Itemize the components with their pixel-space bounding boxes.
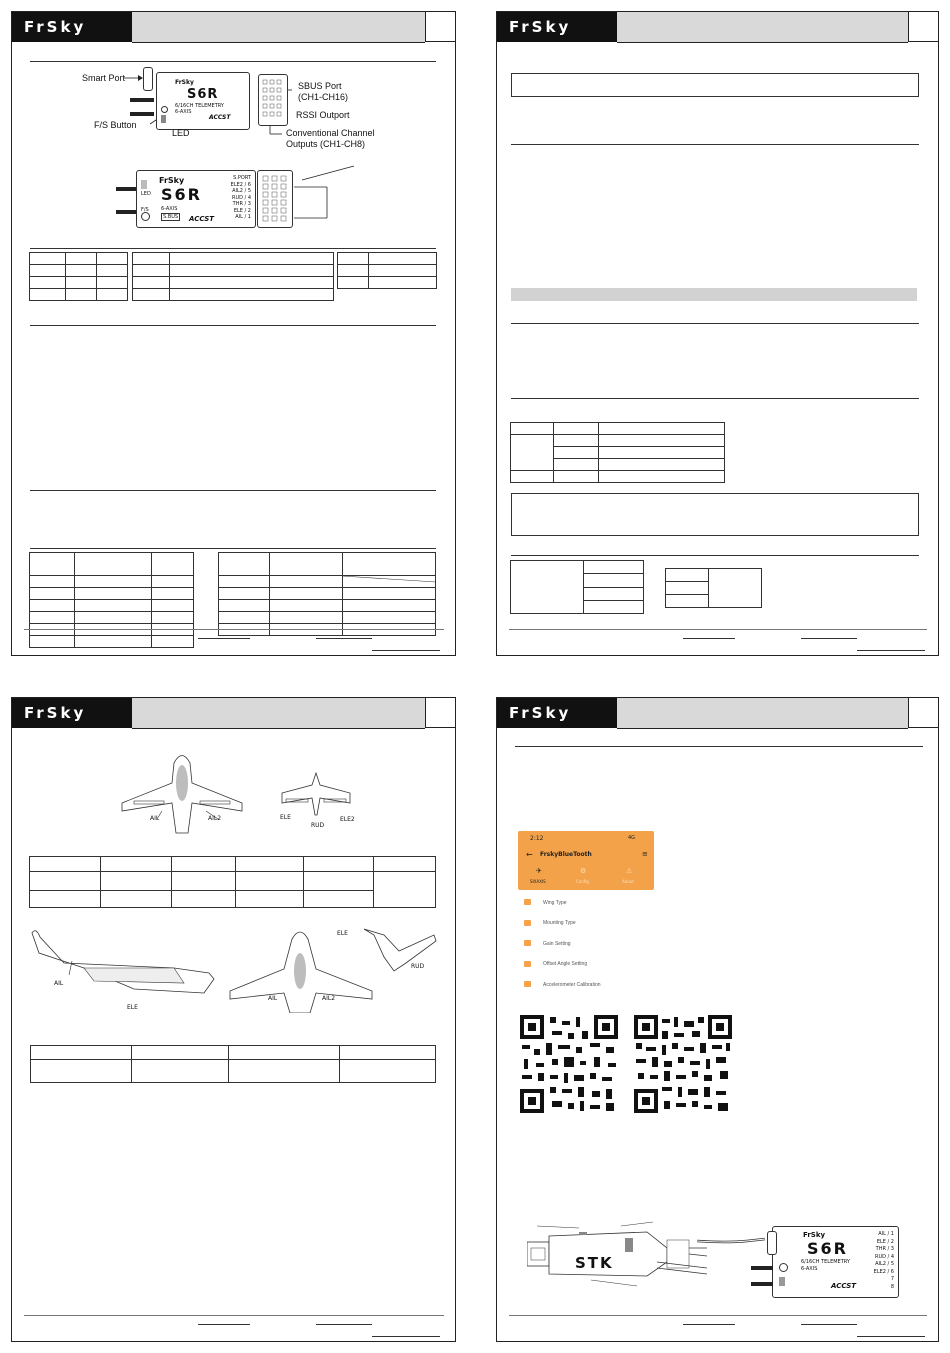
fig1-label: ELE2: [340, 816, 355, 823]
fs-mark: F/S: [141, 207, 149, 213]
menu-item-offset-angle[interactable]: Offset Angle Setting: [543, 961, 588, 967]
wing-type-table-2: [30, 1045, 436, 1083]
status-time: 2:12: [530, 835, 544, 842]
mode-table-left: [29, 552, 194, 648]
section-rule: [511, 323, 919, 324]
wing-type-icon: [524, 899, 531, 905]
spec-table-3: [337, 252, 437, 289]
rx-axis: 6-AXIS: [175, 109, 192, 115]
frsky-logo: FrSky: [497, 698, 617, 728]
pin-grid: [259, 75, 287, 125]
port-label: ELE / 2: [876, 1238, 894, 1245]
antenna-wire: [130, 112, 154, 116]
notice-box: [511, 73, 919, 97]
smart-port-connector: [143, 67, 153, 91]
rx-sub: 6/16CH TELEMETRY: [801, 1259, 850, 1265]
page-3: [11, 697, 456, 1342]
page-header: [12, 698, 455, 728]
page-1: [11, 11, 456, 656]
rx-axis: 6-AXIS: [801, 1266, 818, 1272]
footer-line: [857, 1336, 925, 1337]
port-label: AIL / 1: [235, 214, 251, 220]
port-label: THR / 3: [875, 1246, 894, 1252]
option-table: [665, 568, 762, 608]
fs-button: [779, 1263, 788, 1272]
rssi-outport-label: RSSI Outport: [296, 110, 350, 120]
fig2-label: RUD: [411, 963, 425, 970]
warning-icon[interactable]: ⚠: [626, 867, 633, 875]
section-rule: [511, 144, 919, 145]
fs-button-label: F/S Button: [94, 120, 137, 130]
rx-accst: ACCST: [831, 1282, 857, 1290]
back-arrow-icon[interactable]: ←: [526, 850, 533, 859]
page-4: [496, 697, 939, 1342]
bracket-lines: [282, 162, 362, 222]
plane-icon[interactable]: ✈: [536, 867, 542, 875]
footer-line: [198, 638, 250, 639]
footer-line: [801, 638, 857, 639]
led-label: LED: [172, 128, 190, 138]
fig2-label: AIL: [268, 995, 278, 1002]
fig2-label: AIL2: [322, 995, 336, 1002]
fig1-label: RUD: [311, 822, 325, 829]
menu-item-gain-setting[interactable]: Gain Setting: [543, 941, 571, 947]
antenna-wire: [116, 210, 136, 214]
section-rule: [30, 325, 436, 326]
led-status-table: [510, 422, 725, 483]
header-title-bar: [617, 698, 908, 729]
rx-model: S6R: [187, 87, 219, 102]
table-diagonal-marks: [342, 572, 436, 612]
footer-rule: [509, 629, 927, 630]
stk-label: STK: [575, 1254, 614, 1272]
tab-config[interactable]: Config: [576, 879, 589, 884]
fs-button-dot: [161, 106, 168, 113]
menu-item-wing-type[interactable]: Wing Type: [543, 900, 567, 906]
menu-item-accelerometer[interactable]: Accelerometer Calibration: [543, 982, 601, 988]
frsky-logo: FrSky: [12, 698, 132, 728]
header-title-bar: [617, 12, 908, 43]
fs-button: [141, 212, 150, 221]
sbus-badge: S.BUS: [163, 214, 179, 220]
port-label-list: [874, 1231, 894, 1291]
led-mark: LED: [141, 191, 151, 197]
spec-table-2: [132, 252, 334, 301]
page-number-box: [908, 698, 938, 728]
port-label: RUD / 4: [231, 194, 251, 201]
port-label: ELE2 / 6: [230, 181, 251, 188]
fig1-label: AIL2: [208, 815, 222, 822]
frsky-logo: FrSky: [497, 12, 617, 42]
port-label: S.PORT: [233, 175, 251, 181]
rx-axis: 6-AXIS: [161, 206, 178, 212]
rx-logo: FrSky: [175, 79, 194, 86]
led-block: [161, 115, 166, 123]
antenna-wire: [751, 1282, 773, 1286]
stk-cable-figure: [527, 1218, 707, 1288]
tab-about[interactable]: About: [622, 879, 634, 884]
qr-code-android[interactable]: [518, 1013, 620, 1115]
flying-wing-figure: [112, 743, 372, 838]
sbus-pin-block: [258, 74, 288, 126]
wing-type-table-1: [29, 856, 436, 908]
led-block: [779, 1277, 785, 1286]
rx-sub: 6/16CH TELEMETRY: [175, 103, 224, 109]
spec-table-1: [29, 252, 128, 301]
conv-outputs-label: Conventional Channel: [286, 128, 375, 138]
receiver-body: [772, 1226, 899, 1298]
port-label-list: [231, 175, 251, 221]
smart-port-label: Smart Port: [82, 73, 126, 83]
footer-line: [683, 1324, 735, 1325]
page-header: [497, 12, 938, 42]
sbus-range-label: (CH1-CH16): [298, 92, 349, 102]
fig2-label: ELE: [127, 1004, 138, 1011]
section-rule: [511, 555, 919, 556]
section-rule: [30, 248, 436, 249]
gear-icon[interactable]: ⚙: [580, 867, 587, 875]
rx-accst: ACCST: [209, 114, 231, 121]
gain-setting-icon: [524, 940, 531, 946]
footer-line: [198, 1324, 250, 1325]
page-header: [497, 698, 938, 728]
conv-range-label: Outputs (CH1-CH8): [286, 139, 366, 149]
accelerometer-icon: [524, 981, 531, 987]
offset-angle-icon: [524, 961, 531, 967]
footer-line: [857, 650, 925, 651]
led-block: [141, 180, 147, 189]
port-label: THR / 3: [232, 201, 251, 207]
rx-logo: FrSky: [159, 176, 185, 185]
antenna-wire: [751, 1266, 773, 1270]
footer-rule: [24, 1315, 444, 1316]
smart-port-connector: [767, 1231, 777, 1255]
rx-logo: FrSky: [803, 1231, 826, 1239]
page-2: [496, 11, 939, 656]
mounting-type-icon: [524, 920, 531, 926]
footer-line: [316, 1324, 372, 1325]
antenna-wire: [130, 98, 154, 102]
receiver-body: [156, 72, 250, 130]
frsky-logo: FrSky: [12, 12, 132, 42]
port-label: 8: [890, 1283, 894, 1290]
port-label: AIL2 / 5: [232, 188, 251, 194]
port-label: ELE / 2: [233, 207, 251, 214]
fig2-label: ELE: [337, 930, 348, 937]
port-label: AIL2 / 5: [875, 1261, 894, 1267]
qr-code-ios[interactable]: [632, 1013, 734, 1115]
section-rule: [515, 746, 923, 747]
footer-rule: [24, 629, 444, 630]
grey-banner: [511, 288, 917, 301]
port-label: 7: [890, 1276, 894, 1282]
page-number-box: [425, 698, 455, 728]
footer-line: [372, 650, 440, 651]
setting-table: [510, 560, 644, 614]
app-header: [518, 831, 654, 890]
footer-line: [683, 638, 735, 639]
footer-line: [316, 638, 372, 639]
section-rule: [30, 548, 436, 549]
port-label: ELE2 / 6: [873, 1268, 894, 1275]
section-rule: [30, 490, 436, 491]
header-title-bar: [132, 698, 425, 729]
status-network: 4G: [628, 835, 636, 841]
menu-icon[interactable]: ≡: [642, 850, 648, 858]
page-number-box: [908, 12, 938, 42]
tab-sixaxis[interactable]: SIXAXIS: [530, 879, 546, 884]
footer-line: [372, 1336, 440, 1337]
app-title: FrskyBlueTooth: [540, 851, 592, 858]
footer-rule: [509, 1315, 927, 1316]
port-label: AIL / 1: [878, 1231, 894, 1237]
fig1-label: AIL: [150, 815, 160, 822]
sbus-port-label: SBUS Port: [298, 81, 342, 91]
fig1-label: ELE: [280, 814, 291, 821]
section-rule: [511, 398, 919, 399]
antenna-wire: [116, 187, 136, 191]
footer-line: [801, 1324, 857, 1325]
fig2-label: AIL: [54, 980, 64, 987]
glider-figure: [24, 923, 224, 1013]
rx-model: S6R: [161, 185, 202, 204]
rx-model: S6R: [807, 1239, 848, 1258]
receiver-body: [136, 170, 256, 228]
servo-cable: [697, 1223, 767, 1263]
rx-accst: ACCST: [189, 215, 215, 223]
port-label: RUD / 4: [874, 1253, 894, 1260]
note-box: [511, 493, 919, 536]
menu-item-mounting-type[interactable]: Mounting Type: [543, 920, 576, 926]
